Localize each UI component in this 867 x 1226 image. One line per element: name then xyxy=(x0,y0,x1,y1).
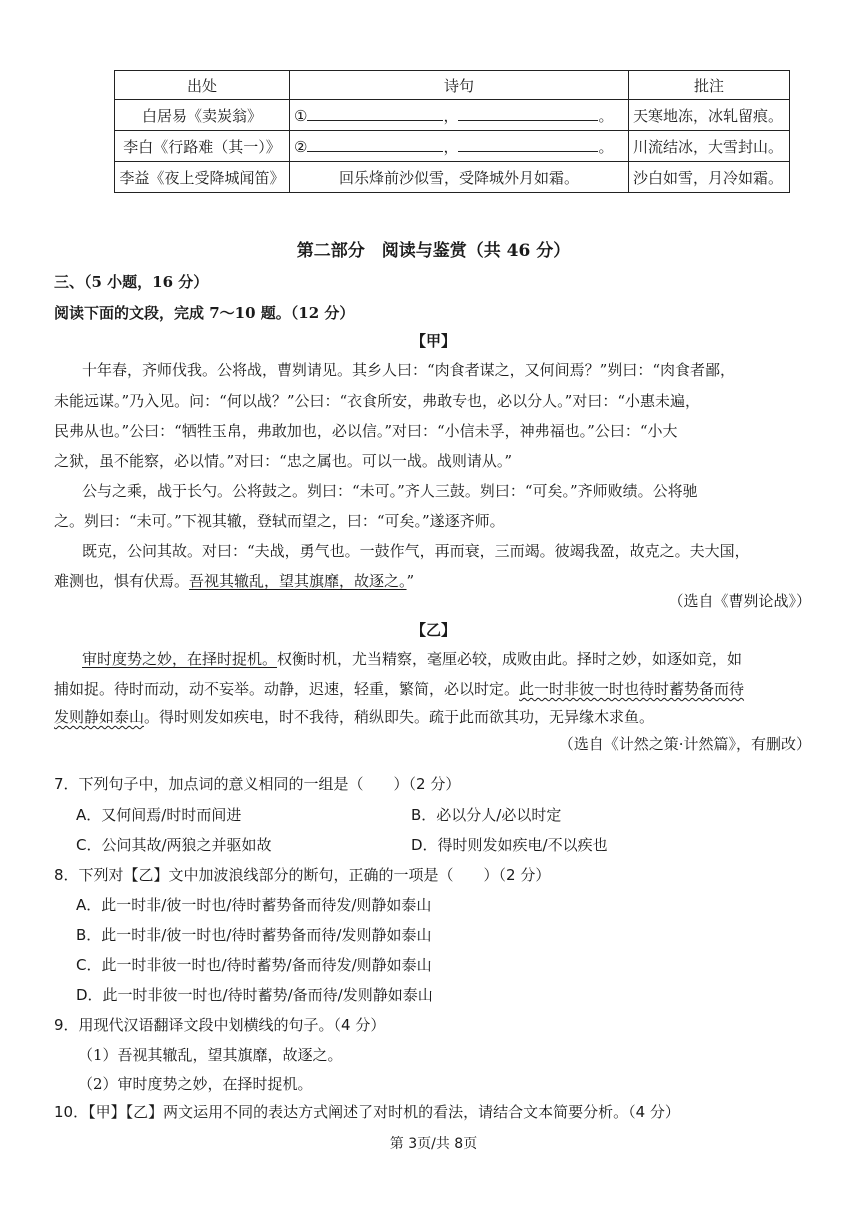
yi-source: （选自《计然之策·计然篇》，有删改） xyxy=(558,735,811,753)
row-note: 川流结冰，大雪封山。 xyxy=(629,131,790,162)
jia-line: 未能远谋。”乃入见。问：“何以战？”公曰：“衣食所安，弗敢专也，必以分人。”对曰：“小惠未遍， xyxy=(54,392,701,410)
header-source: 出处 xyxy=(115,71,290,100)
row-note: 沙白如雪，月冷如霜。 xyxy=(629,162,790,193)
jia-text: ” xyxy=(406,572,415,590)
q7-option-b[interactable]: B．必以分人/必以时定 xyxy=(411,806,562,824)
answer-blank[interactable] xyxy=(458,137,598,152)
underlined-sentence: 审时度势之妙，在择时捉机。 xyxy=(82,650,278,668)
verse-period: 。 xyxy=(598,106,614,125)
page-number: 第 3页/共 8页 xyxy=(389,1136,478,1152)
jia-line: 民弗从也。”公曰：“牺牲玉帛，弗敢加也，必以信。”对曰：“小信未孚，神弗福也。”公曰：“小大 xyxy=(54,422,678,440)
q8-option-b[interactable]: B．此一时非/彼一时也/待时蓄势备而待/发则静如泰山 xyxy=(76,926,432,944)
reading-instruction: 阅读下面的文段，完成 7～10 题。（12 分） xyxy=(54,304,355,322)
passage-jia-label: 【甲】 xyxy=(410,332,456,350)
wavy-underlined-text: 此一时非彼一时也待时蓄势备而待 xyxy=(519,680,745,698)
jia-line: 十年春，齐师伐我。公将战，曹刿请见。其乡人曰：“肉食者谋之，又何间焉？”刿曰：“肉食者鄙， xyxy=(82,361,736,379)
q9-sentence-2: （2）审时度势之妙，在择时捉机。 xyxy=(78,1075,313,1093)
jia-text: 难测也，惧有伏焉。 xyxy=(54,572,190,590)
row-verse-blank[interactable] xyxy=(290,100,629,131)
underlined-sentence: 吾视其辙乱，望其旗靡，故逐之。 xyxy=(189,572,407,590)
verse-number: ① xyxy=(294,106,308,125)
question-8-stem: 8．下列对【乙】文中加波浪线部分的断句，正确的一项是（ ）（2 分） xyxy=(54,866,551,884)
q8-option-a[interactable]: A．此一时非/彼一时也/待时蓄势备而待发/则静如泰山 xyxy=(76,896,432,914)
verse-comma: ， xyxy=(443,137,459,156)
passage-yi-label: 【乙】 xyxy=(410,621,456,639)
verse-period: 。 xyxy=(598,137,614,156)
jia-line: 公与之乘，战于长勺。公将鼓之。刿曰：“未可。”齐人三鼓。刿曰：“可矣。”齐师败绩。公将驰 xyxy=(82,482,698,500)
row-note: 天寒地冻，冰轧留痕。 xyxy=(629,100,790,131)
table-row xyxy=(115,162,790,193)
jia-line: 既克，公问其故。对曰：“夫战，勇气也。一鼓作气，再而衰，三而竭。彼竭我盈，故克之。夫大国， xyxy=(82,542,750,560)
table-header-row xyxy=(115,71,790,100)
yi-text: 权衡时机，尤当精察，毫厘必较，成败由此。择时之妙，如逐如竞，如 xyxy=(277,650,743,668)
part-title: 第二部分 阅读与鉴赏（共 46 分） xyxy=(296,241,571,261)
q7-option-c[interactable]: C．公问其故/两狼之并驱如故 xyxy=(76,836,272,854)
yi-line xyxy=(54,678,744,699)
row-source: 白居易《卖炭翁》 xyxy=(115,100,290,131)
section-heading: 三、（5 小题，16 分） xyxy=(54,273,209,291)
header-note: 批注 xyxy=(629,71,790,100)
yi-text: 捕如捉。待时而动，动不妄举。动静，迟速，轻重，繁简，必以时定。 xyxy=(54,680,520,698)
answer-blank[interactable] xyxy=(307,137,443,152)
header-verse: 诗句 xyxy=(290,71,629,100)
jia-line: 之。刿曰：“未可。”下视其辙，登轼而望之，曰：“可矣。”遂逐齐师。 xyxy=(54,512,505,530)
q8-option-c[interactable]: C．此一时非彼一时也/待时蓄势/备而待发/则静如泰山 xyxy=(76,956,432,974)
wavy-underlined-text: 发则静如泰山 xyxy=(54,708,145,726)
jia-source: （选自《曹刿论战》） xyxy=(668,592,811,610)
question-7-stem: 7．下列句子中，加点词的意义相同的一组是（ ）（2 分） xyxy=(54,775,461,793)
q7-option-a[interactable]: A．又何间焉/时时而间进 xyxy=(76,806,242,824)
row-source: 李益《夜上受降城闻笛》 xyxy=(115,162,290,193)
verse-comma: ， xyxy=(443,106,459,125)
poem-table xyxy=(114,70,790,193)
answer-blank[interactable] xyxy=(307,106,443,121)
jia-line: 之狱，虽不能察，必以情。”对曰：“忠之属也。可以一战。战则请从。” xyxy=(54,452,513,470)
verse-number: ② xyxy=(294,137,308,156)
yi-line xyxy=(82,648,742,669)
q9-sentence-1: （1）吾视其辙乱，望其旗靡，故逐之。 xyxy=(78,1046,343,1064)
row-source: 李白《行路难（其一）》 xyxy=(115,131,290,162)
answer-blank[interactable] xyxy=(458,106,598,121)
table-row xyxy=(115,131,790,162)
row-verse-blank[interactable] xyxy=(290,131,629,162)
table-row xyxy=(115,100,790,131)
q8-option-d[interactable]: D．此一时非彼一时也/待时蓄势/备而待/发则静如泰山 xyxy=(76,986,433,1004)
question-10-stem: 10．【甲】【乙】两文运用不同的表达方式阐述了对时机的看法，请结合文本简要分析。（4 分） xyxy=(54,1103,680,1121)
question-9-stem: 9．用现代汉语翻译文段中划横线的句子。（4 分） xyxy=(54,1016,386,1034)
yi-text: 。得时则发如疾电，时不我待，稍纵即失。疏于此而欲其功，无异缘木求鱼。 xyxy=(144,708,655,726)
q7-option-d[interactable]: D．得时则发如疾电/不以疾也 xyxy=(411,836,608,854)
yi-line xyxy=(54,706,654,727)
row-verse: 回乐烽前沙似雪，受降城外月如霜。 xyxy=(290,162,629,193)
jia-line xyxy=(54,570,414,591)
